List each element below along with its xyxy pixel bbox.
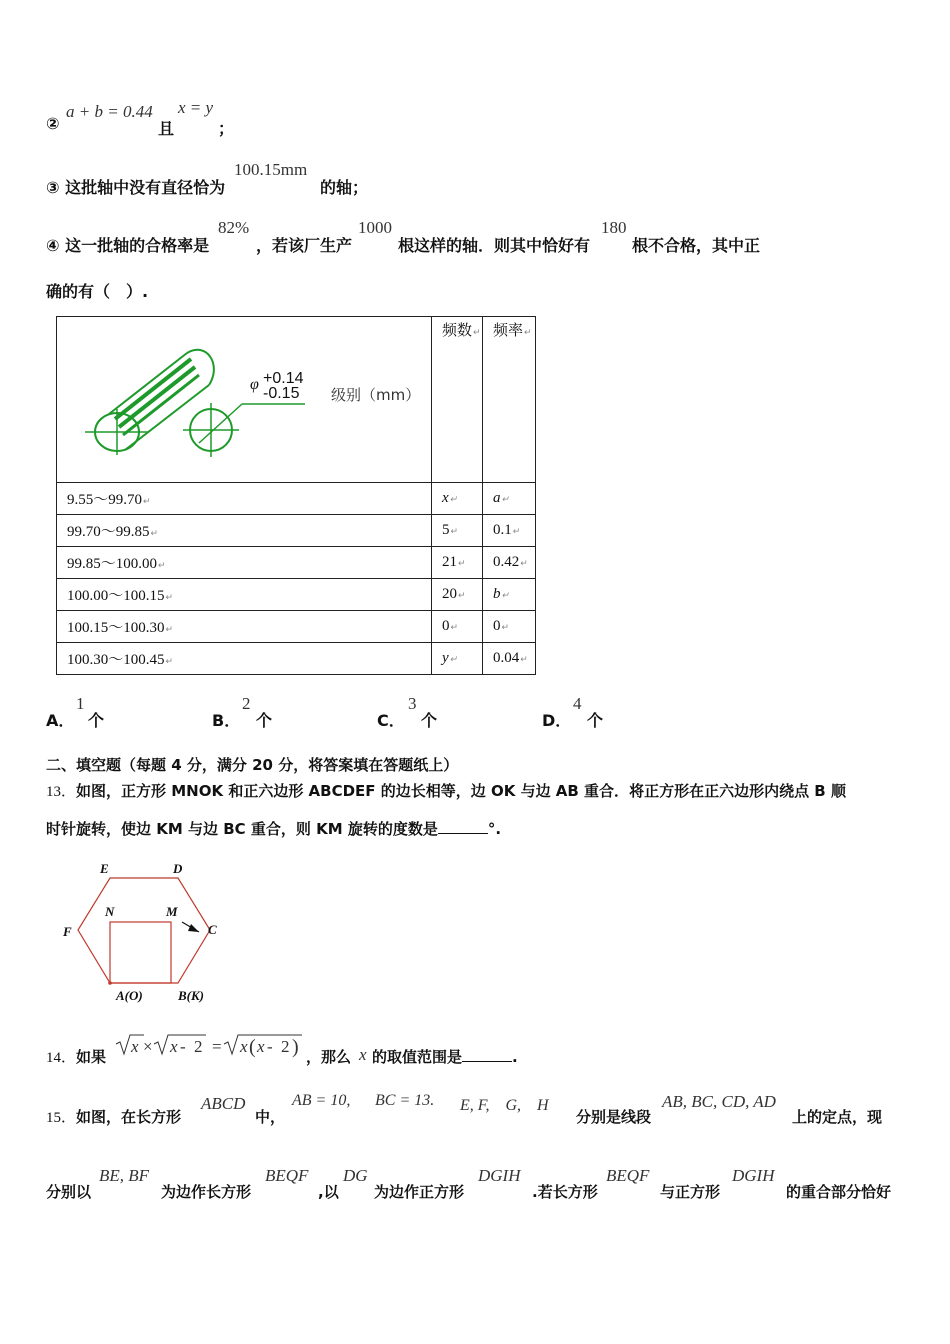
option-c-label[interactable]: C． [377, 711, 405, 730]
question-14-var: x [359, 1045, 367, 1064]
label-a-o: A(O) [116, 988, 143, 1003]
row-count: 20↵ [432, 579, 483, 611]
option-c-unit: 个 [421, 711, 438, 730]
q15-bc: BC = 13. [375, 1092, 435, 1109]
tolerance-phi: φ [250, 376, 259, 393]
table-row [57, 611, 536, 643]
table-row [57, 579, 536, 611]
tolerance-upper: +0.14 [263, 370, 304, 387]
option-a-label[interactable]: A． [46, 711, 75, 730]
question-13-line1: 13．如图，正方形 MNOK 和正六边形 ABCDEF 的边长相等，边 OK 与边 AB 重合．将正方形在正六边形内绕点 B 顺 [46, 782, 846, 800]
table-row [57, 515, 536, 547]
row-range: 100.30～100.45↵ [57, 643, 432, 675]
question-13-number: 13． [46, 784, 77, 800]
question-14-lead: 14．如果 [46, 1048, 107, 1066]
answer-blank[interactable] [438, 819, 488, 834]
option-b-value: 2 [242, 694, 251, 713]
q14-equation [114, 1032, 314, 1066]
statement-2-marker: ② [46, 114, 60, 133]
label-b-k: B(K) [178, 988, 204, 1003]
svg-text:×: × [143, 1037, 153, 1056]
option-a-unit: 个 [88, 711, 105, 730]
question-14-tail: 的取值范围是 . [372, 1048, 518, 1066]
statement-2-conj: 且 [158, 119, 175, 138]
rotation-arrow-head [188, 924, 199, 932]
statement-4-text-a: ④ 这一批轴的合格率是 [46, 236, 210, 255]
row-count: x↵ [432, 483, 483, 515]
q15-dgih: DGIH [478, 1166, 521, 1185]
tolerance-lower: -0.15 [263, 385, 300, 402]
q15-dg: DG [343, 1166, 368, 1185]
svg-text:-: - [180, 1037, 186, 1056]
q15-beqf-2: BEQF [606, 1166, 650, 1185]
statement-3-text-a: ③ 这批轴中没有直径恰为 [46, 178, 226, 197]
statement-2-end: ； [218, 119, 235, 138]
svg-text:-: - [267, 1037, 273, 1056]
option-b-unit: 个 [256, 711, 273, 730]
answer-blank[interactable] [462, 1047, 512, 1062]
svg-text:x: x [257, 1037, 265, 1056]
svg-text:x: x [131, 1037, 139, 1056]
table-row [57, 643, 536, 675]
svg-text:=: = [212, 1037, 222, 1056]
table-diagram-cell [57, 317, 432, 483]
statement-4-total: 1000 [358, 218, 392, 237]
statement-4-defects: 180 [601, 218, 627, 237]
label-m: M [166, 904, 178, 919]
label-e: E [100, 861, 109, 876]
header-frequency: 频率↵ [483, 317, 536, 483]
statement-2-expr1: a + b = 0.44 [66, 102, 153, 121]
statement-5-text: 确的有（ ）. [46, 282, 149, 301]
q15-segments: AB, BC, CD, AD [662, 1092, 776, 1111]
q15-dgih-2: DGIH [732, 1166, 775, 1185]
q15-rect-abcd: ABCD [201, 1094, 246, 1113]
level-label: 级别（mm） [331, 386, 421, 404]
q15-text-b: 中， [255, 1108, 286, 1126]
row-freq: 0↵ [483, 611, 536, 643]
label-c: C [208, 922, 217, 937]
shaft-diagram [57, 317, 431, 482]
option-d-unit: 个 [587, 711, 604, 730]
row-freq: b↵ [483, 579, 536, 611]
row-count: y↵ [432, 643, 483, 675]
section-2-title: 二、填空题（每题 4 分，满分 20 分，将答案填在答题纸上） [46, 756, 459, 774]
row-count: 0↵ [432, 611, 483, 643]
row-freq: 0.42↵ [483, 547, 536, 579]
row-freq: 0.1↵ [483, 515, 536, 547]
option-c-value: 3 [408, 694, 417, 713]
frequency-table [56, 316, 536, 675]
q15-be-bf: BE, BF [99, 1166, 150, 1185]
q15-l2-e: .若长方形 [532, 1183, 598, 1201]
svg-text:2: 2 [281, 1037, 290, 1056]
question-15-number: 15． [46, 1110, 77, 1126]
statement-3-value: 100.15mm [234, 160, 308, 179]
table-row [57, 483, 536, 515]
option-a-value: 1 [76, 694, 85, 713]
q15-l2-a: 分别以 [46, 1183, 92, 1201]
q15-l2-c: ,以 [318, 1183, 339, 1201]
shaft-section-icon [183, 403, 305, 457]
q15-beqf: BEQF [265, 1166, 309, 1185]
q15-l2-b: 为边作长方形 [161, 1183, 252, 1201]
svg-text:x: x [170, 1037, 178, 1056]
row-range: 9.55～99.70↵ [57, 483, 432, 515]
statement-4-text-c: 根这样的轴．则其中恰好有 [398, 236, 591, 255]
svg-text:x: x [240, 1037, 248, 1056]
row-range: 100.15～100.30↵ [57, 611, 432, 643]
label-n: N [105, 904, 115, 919]
row-count: 21↵ [432, 547, 483, 579]
statement-4-text-d: 根不合格，其中正 [632, 236, 761, 255]
header-count: 频数↵ [432, 317, 483, 483]
row-range: 99.70～99.85↵ [57, 515, 432, 547]
q15-l2-d: 为边作正方形 [374, 1183, 465, 1201]
q15-l2-f: 与正方形 [660, 1183, 721, 1201]
q15-l2-g: 的重合部分恰好 [786, 1183, 892, 1201]
table-header-row [57, 317, 536, 483]
shaft-cylinder-icon [85, 350, 214, 455]
question-15-lead: 15．如图，在长方形 [46, 1108, 182, 1126]
label-d: D [173, 861, 183, 876]
svg-text:): ) [292, 1036, 299, 1058]
statement-2-expr2: x = y [178, 98, 214, 117]
question-13-line2: 时针旋转，使边 KM 与边 BC 重合，则 KM 旋转的度数是 °. [46, 820, 502, 838]
q15-ab: AB = 10, [292, 1092, 351, 1109]
statement-4-rate: 82% [218, 218, 250, 237]
svg-text:(: ( [249, 1036, 256, 1058]
q15-efgh: E, F, G, H [460, 1097, 549, 1114]
hexagon-square-figure [60, 858, 230, 1008]
statement-2 [46, 114, 60, 133]
option-b-label[interactable]: B． [212, 711, 241, 730]
option-d-label[interactable]: D． [542, 711, 572, 730]
row-count: 5↵ [432, 515, 483, 547]
statement-4-text-b: ，若该厂生产 [256, 236, 353, 255]
square [110, 922, 171, 983]
question-14-number: 14． [46, 1050, 77, 1066]
q15-text-d: 上的定点，现 [792, 1108, 883, 1126]
option-d-value: 4 [573, 694, 582, 713]
row-freq: 0.04↵ [483, 643, 536, 675]
q15-text-c: 分别是线段 [576, 1108, 652, 1126]
row-range: 99.85～100.00↵ [57, 547, 432, 579]
point-a [108, 981, 112, 985]
label-f: F [63, 924, 72, 939]
svg-text:2: 2 [194, 1037, 203, 1056]
table-row [57, 547, 536, 579]
row-freq: a↵ [483, 483, 536, 515]
question-14-text-b: ，那么 [306, 1048, 352, 1066]
row-range: 100.00～100.15↵ [57, 579, 432, 611]
statement-3-text-b: 的轴； [320, 178, 369, 197]
